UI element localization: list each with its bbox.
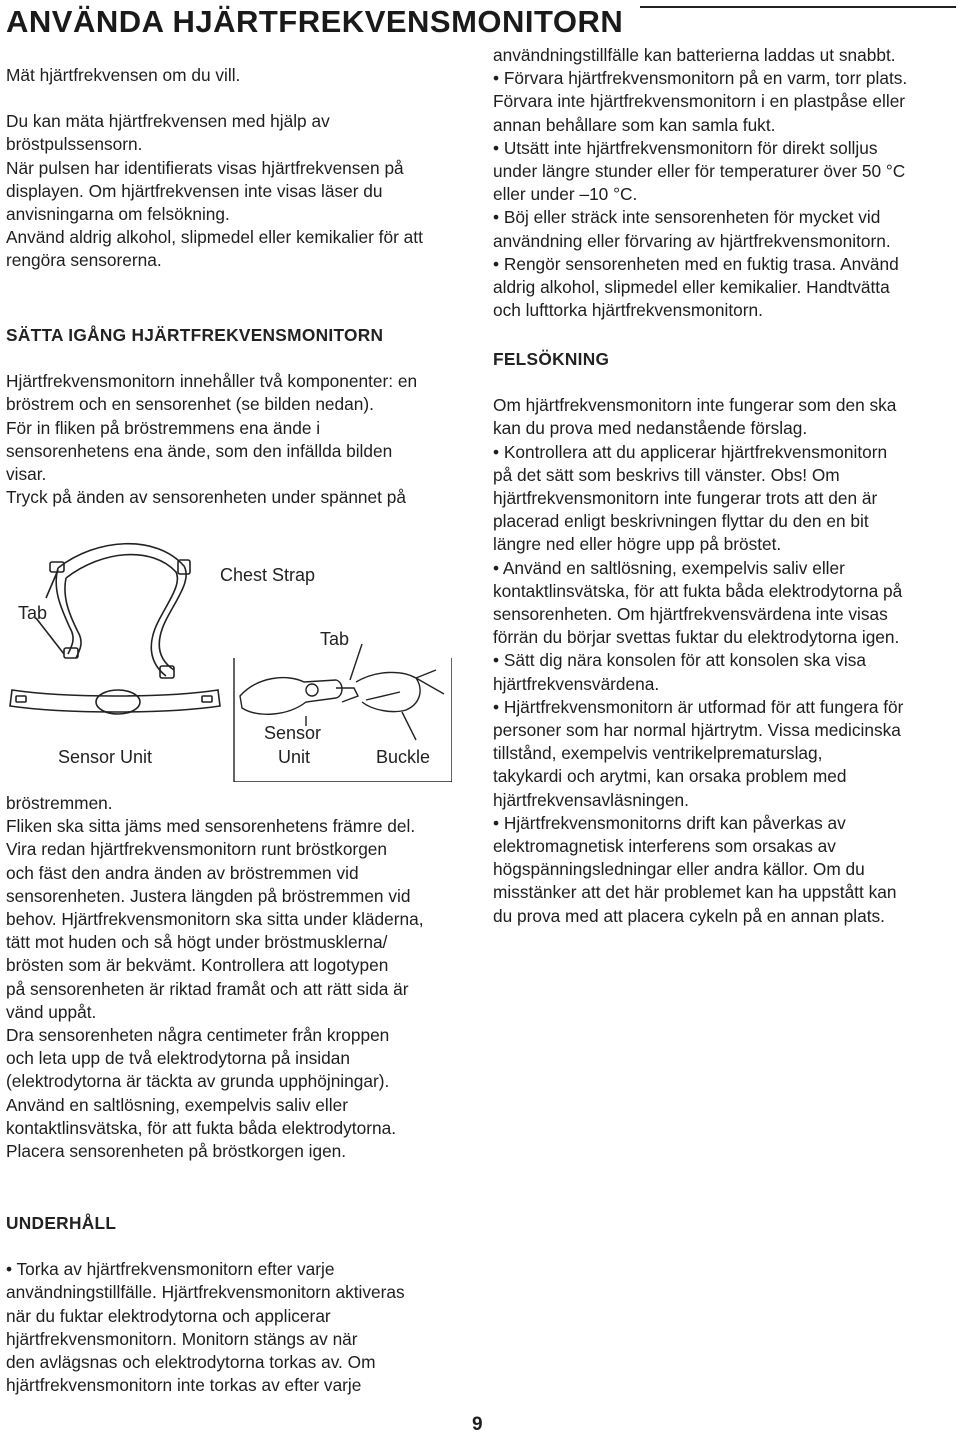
troubleshooting-line: på det sätt som beskrivs till vänster. Obs! Om	[493, 464, 840, 485]
troubleshooting-line: kan du prova med nedanstående förslag.	[493, 418, 808, 439]
setup-line: och leta upp de två elektrodytorna på insidan	[6, 1048, 350, 1069]
care-line: eller under –10 °C.	[493, 184, 638, 205]
setup-line: Placera sensorenheten på bröstkorgen igen.	[6, 1141, 347, 1162]
setup-line: behov. Hjärtfrekvensmonitorn ska sitta under kläderna,	[6, 909, 424, 930]
setup-heading: SÄTTA IGÅNG HJÄRTFREKVENSMONITORN	[6, 325, 384, 345]
setup-line: brösten som är bekvämt. Kontrollera att logotypen	[6, 955, 389, 976]
intro-line: Du kan mäta hjärtfrekvensen med hjälp av	[6, 111, 330, 132]
troubleshooting-line: takykardi och arytmi, kan orsaka problem med	[493, 766, 847, 787]
troubleshooting-line: personer som har normal hjärtrytm. Vissa medicinska	[493, 720, 901, 741]
maintenance-heading: UNDERHÅLL	[6, 1213, 117, 1233]
setup-line: För in fliken på bröstremmens ena ände i	[6, 417, 321, 438]
care-line: annan behållare som kan samla fukt.	[493, 114, 776, 135]
intro-section	[6, 64, 476, 273]
maintenance-section	[6, 1212, 476, 1397]
setup-line: och fäst den andra änden av bröstremmen vid	[6, 862, 359, 883]
maintenance-line: när du fuktar elektrodytorna och applicerar	[6, 1305, 331, 1326]
setup-section	[6, 324, 476, 509]
care-line: Förvara inte hjärtfrekvensmonitorn i en plastpåse eller	[493, 91, 906, 112]
maintenance-line: hjärtfrekvensmonitorn inte torkas av efter varje	[6, 1375, 362, 1396]
troubleshooting-line: elektromagnetisk interferens som orsakas av	[493, 836, 836, 857]
troubleshooting-line: Om hjärtfrekvensmonitorn inte fungerar som den ska	[493, 395, 897, 416]
setup-line: visar.	[6, 464, 47, 485]
unit-label-right: Unit	[278, 747, 311, 767]
troubleshooting-line: sensorenheten. Om hjärtfrekvensvärdena inte visas	[493, 604, 888, 625]
intro-line: anvisningarna om felsökning.	[6, 204, 230, 225]
maintenance-line: användningstillfälle. Hjärtfrekvensmonitorn aktiveras	[6, 1282, 405, 1303]
troubleshooting-line: högspänningsledningar eller andra källor. Om du	[493, 859, 865, 880]
troubleshooting-section	[493, 348, 953, 928]
title-rule	[640, 6, 956, 8]
care-line: • Utsätt inte hjärtfrekvensmonitorn för direkt solljus	[493, 137, 878, 158]
troubleshooting-line: • Kontrollera att du applicerar hjärtfrekvensmonitorn	[493, 441, 888, 462]
setup-line: sensorenhetens ena ände, som den infällda bilden	[6, 440, 393, 461]
setup-line: Fliken ska sitta jäms med sensorenhetens främre del.	[6, 816, 416, 837]
troubleshooting-line: • Använd en saltlösning, exempelvis saliv eller	[493, 557, 845, 578]
setup-line: Tryck på änden av sensorenheten under spännet på	[6, 487, 406, 508]
sensor-unit-label-left: Sensor Unit	[58, 747, 153, 767]
setup-line: Vira redan hjärtfrekvensmonitorn runt bröstkorgen	[6, 839, 388, 860]
intro-line: När pulsen har identifierats visas hjärtfrekvensen på	[6, 157, 404, 178]
setup-line: vänd uppåt.	[6, 1001, 97, 1022]
setup-line: sensorenheten. Justera längden på bröstremmen vid	[6, 885, 411, 906]
setup-line: Hjärtfrekvensmonitorn innehåller två komponenter: en	[6, 371, 418, 392]
troubleshooting-line: kontaktlinsvätska, för att fukta båda elektrodytorna på	[493, 580, 903, 601]
setup-line: Använd en saltlösning, exempelvis saliv eller	[6, 1094, 348, 1115]
care-section	[493, 44, 953, 322]
troubleshooting-line: • Sätt dig nära konsolen för att konsolen ska visa	[493, 650, 867, 671]
setup-line: på sensorenheten är riktad framåt och att rätt sida är	[6, 978, 409, 999]
care-line: aldrig alkohol, slipmedel eller kemikalier. Handtvätta	[493, 277, 890, 298]
maintenance-line: hjärtfrekvensmonitorn. Monitorn stängs av när	[6, 1328, 358, 1349]
troubleshooting-line: längre ned eller högre upp på bröstet.	[493, 534, 782, 555]
setup-line: Dra sensorenheten några centimeter från kroppen	[6, 1025, 390, 1046]
troubleshooting-line: • Hjärtfrekvensmonitorn är utformad för att fungera för	[493, 696, 904, 717]
chest-strap-illustration	[6, 520, 452, 782]
care-line: • Rengör sensorenheten med en fuktig trasa. Använd	[493, 253, 899, 274]
care-line: användning eller förvaring av hjärtfrekvensmonitorn.	[493, 230, 891, 251]
troubleshooting-heading: FELSÖKNING	[493, 349, 610, 369]
troubleshooting-line: placerad enligt beskrivningen flyttar du den en bit	[493, 511, 869, 532]
setup-line: tätt mot huden och så högt under bröstmusklerna/	[6, 932, 388, 953]
troubleshooting-line: du prova med att placera cykeln på en annan plats.	[493, 905, 885, 926]
chest-strap-label: Chest Strap	[220, 565, 316, 585]
setup-line: bröstremmen.	[6, 793, 113, 813]
page-number: 9	[472, 1414, 483, 1435]
sensor-label-right: Sensor	[264, 723, 322, 743]
care-line: och lufttorka hjärtfrekvensmonitorn.	[493, 300, 763, 321]
maintenance-line: • Torka av hjärtfrekvensmonitorn efter varje	[6, 1259, 335, 1280]
troubleshooting-line: tillstånd, exempelvis ventrikelprematurslag,	[493, 743, 823, 764]
troubleshooting-line: hjärtfrekvensvärdena.	[493, 673, 660, 694]
buckle-label: Buckle	[376, 747, 431, 767]
intro-line: Använd aldrig alkohol, slipmedel eller kemikalier för att	[6, 227, 423, 248]
troubleshooting-line: hjärtfrekvensavläsningen.	[493, 789, 689, 810]
care-line: under längre stunder eller för temperaturer över 50 °C	[493, 161, 906, 182]
setup-line: kontaktlinsvätska, för att fukta båda elektrodytorna.	[6, 1117, 397, 1138]
page-title: ANVÄNDA HJÄRTFREKVENSMONITORN	[6, 4, 624, 39]
chest-strap-figure	[6, 520, 452, 782]
setup-line: (elektrodytorna är täckta av grunda upphöjningar).	[6, 1071, 390, 1092]
troubleshooting-line: misstänker att det här problemet kan ha uppstått kan	[493, 882, 897, 903]
intro-line: displayen. Om hjärtfrekvensen inte visas läser du	[6, 180, 383, 201]
troubleshooting-line: hjärtfrekvensmonitorn inte fungerar trots att den är	[493, 488, 878, 509]
setup-line: bröstrem och en sensorenhet (se bilden nedan).	[6, 394, 374, 415]
tab-label-right: Tab	[320, 629, 350, 649]
troubleshooting-line: • Hjärtfrekvensmonitorns drift kan påverkas av	[493, 812, 846, 833]
intro-line: rengöra sensorerna.	[6, 250, 162, 271]
intro-line: bröstpulssensorn.	[6, 134, 143, 155]
care-line: användningstillfälle kan batterierna laddas ut snabbt.	[493, 45, 896, 65]
intro-line: Mät hjärtfrekvensen om du vill.	[6, 65, 241, 85]
care-line: • Böj eller sträck inte sensorenheten för mycket vid	[493, 207, 881, 228]
setup-continued-section	[6, 792, 476, 1163]
troubleshooting-line: förrän du börjar svettas fuktar du elektrodytorna igen.	[493, 627, 900, 648]
sensor-unit-drawing	[10, 690, 220, 714]
maintenance-line: den avlägsnas och elektrodytorna torkas av. Om	[6, 1352, 376, 1373]
care-line: • Förvara hjärtfrekvensmonitorn på en varm, torr plats.	[493, 68, 908, 89]
tab-label-left: Tab	[18, 603, 48, 623]
